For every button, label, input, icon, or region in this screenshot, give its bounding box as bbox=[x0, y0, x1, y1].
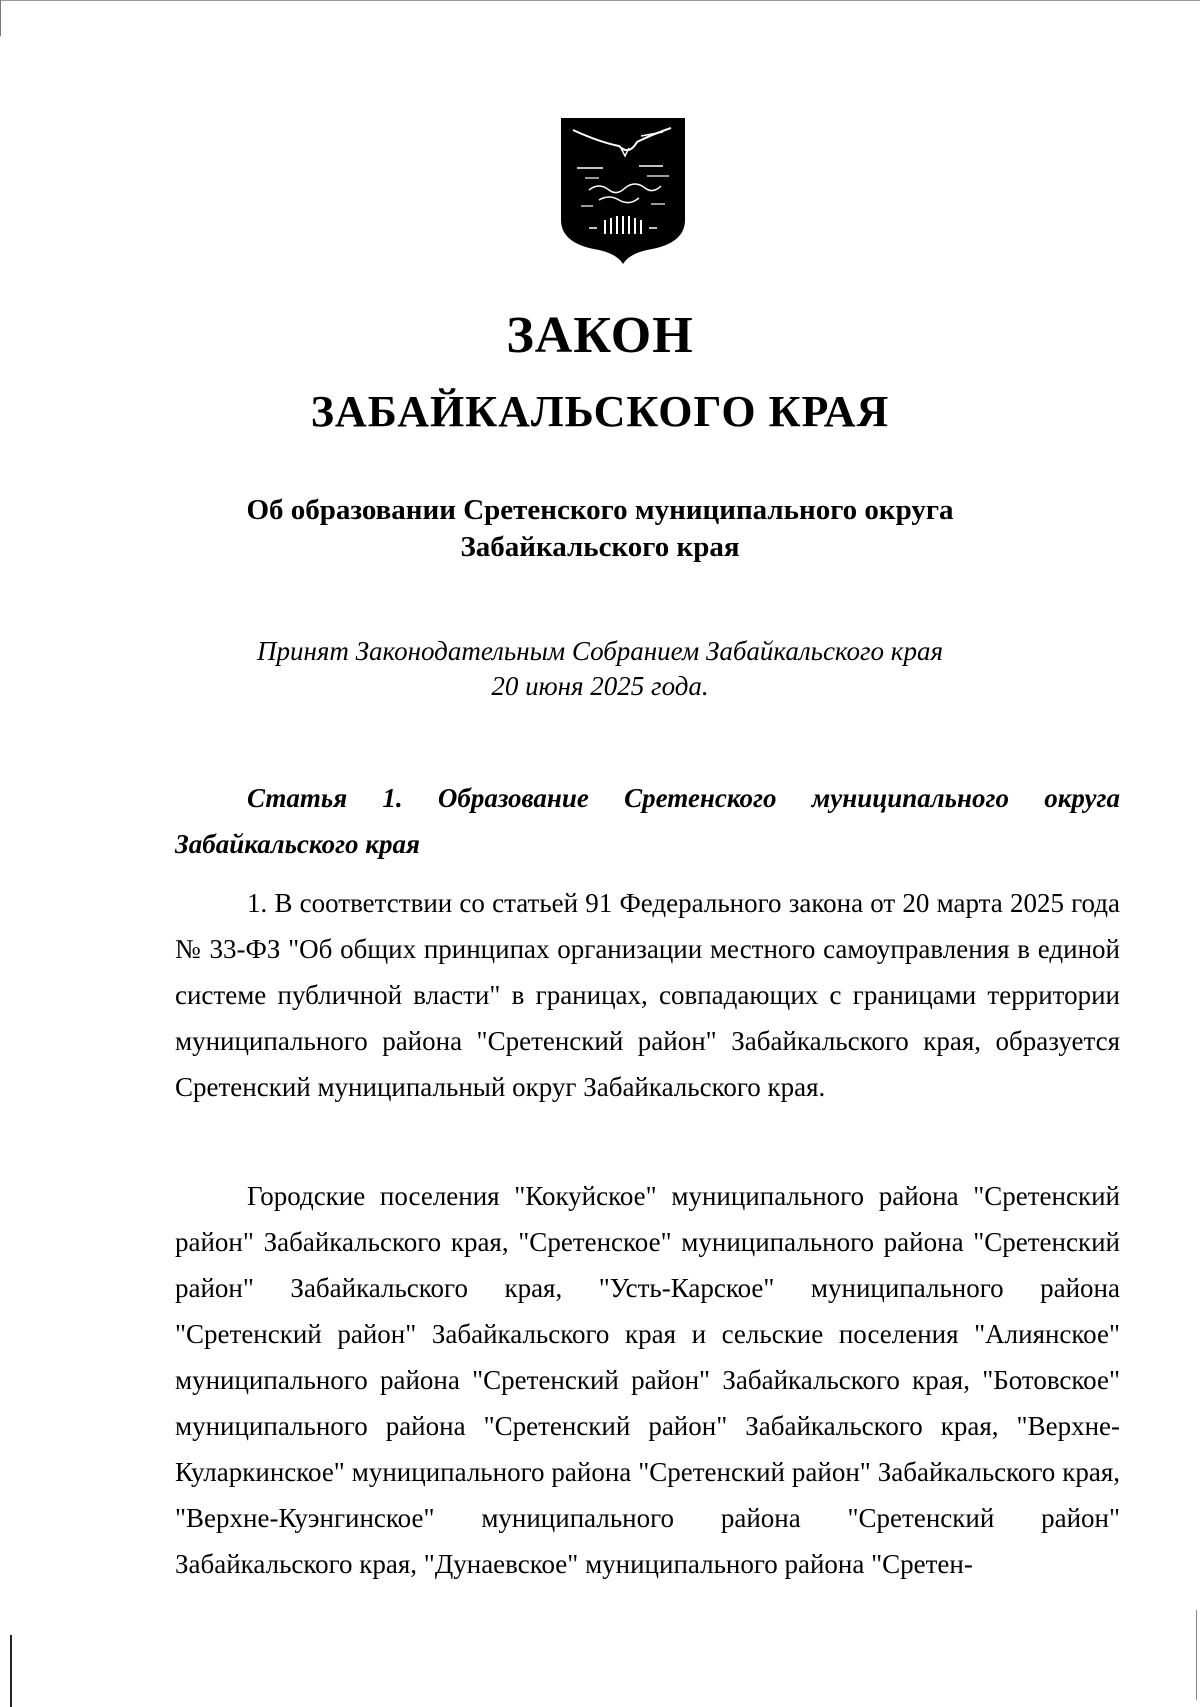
law-subject-line-1: Об образовании Сретенского муниципального округа bbox=[246, 494, 954, 526]
article-heading-text: Статья 1. Образование Сретенского муниципального округа Забайкальского края bbox=[175, 783, 1120, 859]
adoption-note bbox=[200, 634, 1000, 704]
adoption-note-line-2: 20 июня 2025 года. bbox=[491, 671, 709, 701]
scan-edge-right bbox=[1196, 1610, 1197, 1700]
coat-of-arms-icon bbox=[559, 116, 687, 266]
law-subject-line-2: Забайкальского края bbox=[460, 531, 740, 563]
scan-edge-top bbox=[0, 0, 1200, 2]
article-heading bbox=[175, 775, 1120, 867]
article-paragraph-2: Городские поселения "Кокуйское" муниципального района "Сретенский район" Забайкальского края, "Сретенское" муниципального района "Сретенский район" Забайкальского края, "Усть-Карское" муниципального района "Сретенский район" Забайкальского края и сельские поселения "Алиянское" муниципального района "Сретенский район" Забайкальского края, "Ботовское" муниципального района "Сретенский район" Забайкальского края, "Верхне-Куларкинское" муниципального района "Сретенский район" Забайкальского края, "Верхне-Куэнгинское" муниципального района "Сретенский район" Забайкальского края, "Дунаевское" муниципального района "Сретен- bbox=[175, 1181, 1120, 1579]
law-subtitle: ЗАБАЙКАЛЬСКОГО КРАЯ bbox=[310, 387, 890, 436]
law-title: ЗАКОН bbox=[506, 307, 694, 364]
article-paragraph-1: 1. В соответствии со статьей 91 Федерального закона от 20 марта 2025 года № 33-ФЗ "Об общих принципах организации местного самоуправления в единой системе публичной власти" в границах, совпадающих с границами территории муниципального района "Сретенский район" Забайкальского края, образуется Сретенский муниципальный округ Забайкальского края. bbox=[175, 888, 1120, 1102]
adoption-note-line-1: Принят Законодательным Собранием Забайкальского края bbox=[256, 636, 943, 666]
scan-edge-left bbox=[0, 0, 1, 36]
scan-edge-left-bottom bbox=[10, 1635, 12, 1707]
law-subject bbox=[200, 492, 1000, 566]
